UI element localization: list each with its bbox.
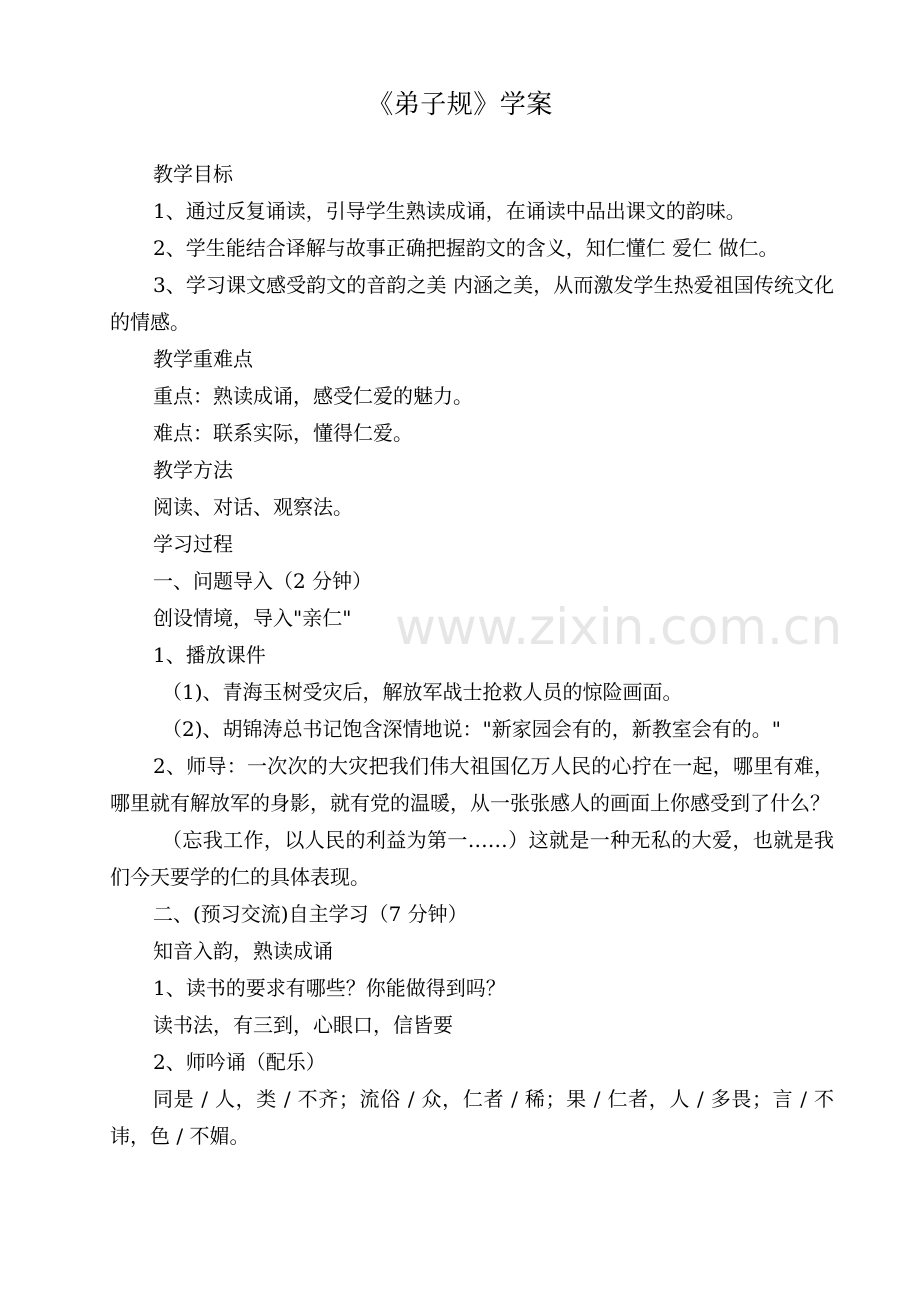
section-2-step-1-answer: 读书法，有三到，心眼口，信皆要 (153, 1013, 453, 1037)
section-1-step-2-answer: （忘我工作，以人民的利益为第一……）这就是一种无私的大爱，也就是我们今天要学的仁的具体表现。 (110, 828, 834, 889)
heading-teaching-goals: 教学目标 (153, 162, 233, 186)
goal-item-2: 2、学生能结合译解与故事正确把握韵文的含义，知仁懂仁 爱仁 做仁。 (153, 236, 779, 260)
section-2-recitation-text: 同是 / 人，类 / 不齐；流俗 / 众，仁者 / 稀；果 / 仁者，人 / 多畏；言 / 不讳，色 / 不媚。 (110, 1087, 834, 1148)
section-2-step-1: 1、读书的要求有哪些？你能做得到吗？ (153, 976, 506, 1000)
document-body (110, 156, 834, 1155)
section-1-step-2: 2、师导：一次次的大灾把我们伟大祖国亿万人民的心拧在一起，哪里有难，哪里就有解放军的身影，就有党的温暖，从一张张感人的画面上你感受到了什么？ (110, 754, 834, 815)
document-title: 《弟子规》学案 (367, 90, 553, 120)
section-1-intro: 创设情境，导入"亲仁" (153, 606, 352, 630)
section-1-step-1: 1、播放课件 (153, 643, 266, 667)
heading-key-difficult-points: 教学重难点 (153, 347, 253, 371)
goal-item-3: 3、学习课文感受韵文的音韵之美 内涵之美，从而激发学生热爱祖国传统文化的情感。 (110, 273, 834, 334)
difficult-point: 难点：联系实际，懂得仁爱。 (153, 421, 413, 445)
section-1-step-1-item-1: （1)、青海玉树受灾后，解放军战士抢救人员的惊险画面。 (162, 680, 683, 704)
key-point: 重点：熟读成诵，感受仁爱的魅力。 (153, 384, 473, 408)
section-2-heading: 二、(预习交流)自主学习（7 分钟） (153, 902, 468, 926)
heading-learning-process: 学习过程 (153, 532, 233, 556)
section-2-intro: 知音入韵，熟读成诵 (153, 939, 333, 963)
section-2-step-2: 2、师吟诵（配乐） (153, 1050, 326, 1074)
goal-item-1: 1、通过反复诵读，引导学生熟读成诵，在诵读中品出课文的韵味。 (153, 199, 746, 223)
teaching-methods-text: 阅读、对话、观察法。 (153, 495, 353, 519)
section-1-step-1-item-2: （2)、胡锦涛总书记饱含深情地说："新家园会有的，新教室会有的。" (162, 717, 781, 741)
watermark: www.zixin.com.cn (395, 598, 843, 656)
heading-teaching-methods: 教学方法 (153, 458, 233, 482)
section-1-heading: 一、问题导入（2 分钟） (153, 569, 373, 593)
